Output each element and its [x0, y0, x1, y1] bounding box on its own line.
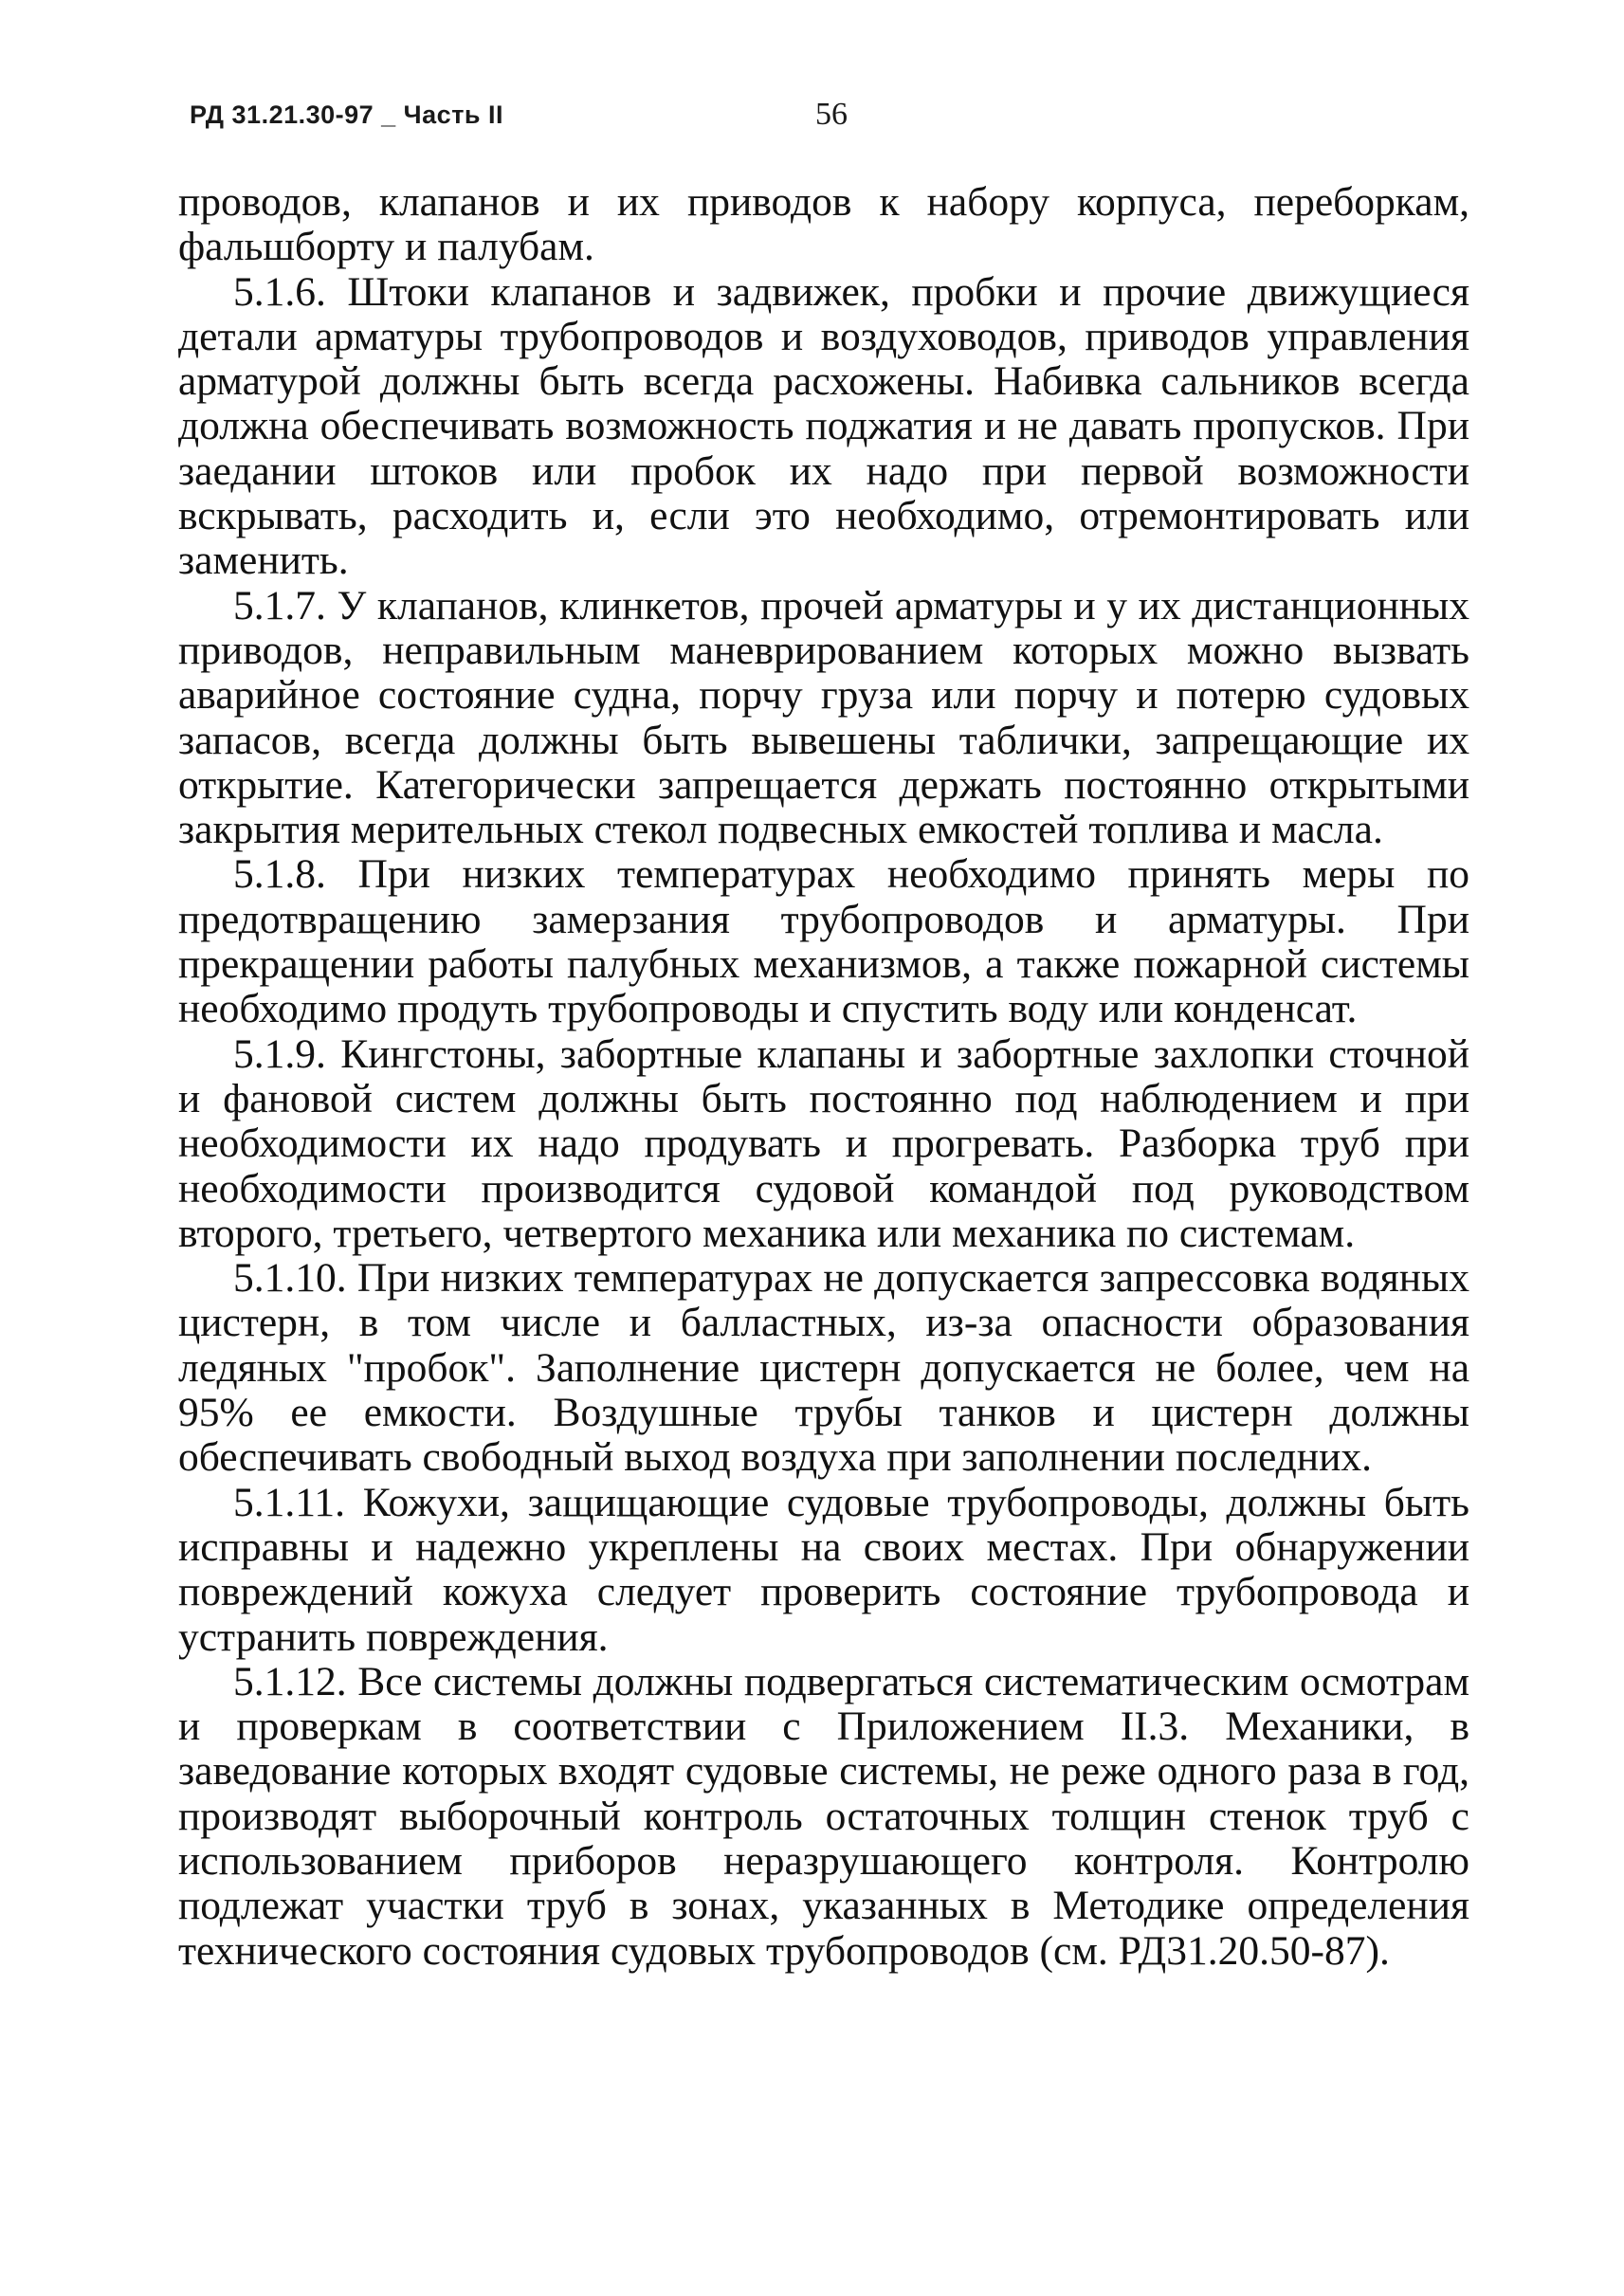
- paragraph-5-1-11: 5.1.11. Кожухи, защищающие судовые трубопроводы, должны быть исправны и надежно укреплены на своих местах. При обнаружении повреждений кожуха следует проверить состояние трубопровода и устранить повреждения.: [178, 1479, 1469, 1660]
- document-reference: РД 31.21.30-97 _ Часть II: [190, 100, 504, 129]
- paragraph-5-1-6: 5.1.6. Штоки клапанов и задвижек, пробки и прочие движущиеся детали арматуры трубопроводов и воздуховодов, приводов управления арматурой должны быть всегда расхожены. Набивка сальников всегда должна обеспечивать возможность поджатия и не давать пропусков. При заедании штоков или пробок их надо при первой возможности вскрывать, расходить и, если это необходимо, отремонтировать или заменить.: [178, 268, 1469, 584]
- paragraph-5-1-12: 5.1.12. Все системы должны подвергаться систематическим осмотрам и проверкам в соответствии с Приложением II.3. Механики, в заведование которых входят судовые системы, не реже одного раза в год, производят выборочный контроль остаточных толщин стенок труб с использованием приборов неразрушающего контроля. Контролю подлежат участки труб в зонах, указанных в Методике определения технического состояния судовых трубопроводов (см. РД31.20.50-87).: [178, 1658, 1469, 1974]
- page-header: [178, 95, 1469, 142]
- paragraph-5-1-9: 5.1.9. Кингстоны, забортные клапаны и забортные захлопки сточной и фановой систем должны быть постоянно под наблюдением и при необходимости их надо продувать и прогревать. Разборка труб при необходимости производится судовой командой под руководством второго, третьего, четвертого механика или механика по системам.: [178, 1030, 1469, 1256]
- page-number: 56: [815, 97, 848, 132]
- paragraph-5-1-7: 5.1.7. У клапанов, клинкетов, прочей арматуры и у их дистанционных приводов, неправильным маневрированием которых можно вызвать аварийное состояние судна, порчу груза или порчу и потерю судовых запасов, всегда должны быть вывешены таблички, запрещающие их открытие. Категорически запрещается держать постоянно открытыми закрытия мерительных стекол подвесных емкостей топлива и масла.: [178, 582, 1469, 853]
- paragraph-continuation: проводов, клапанов и их приводов к набору корпуса, переборкам, фальшборту и палубам.: [178, 179, 1469, 270]
- paragraph-5-1-8: 5.1.8. При низких температурах необходимо принять меры по предотвращению замерзания трубопроводов и арматуры. При прекращении работы палубных механизмов, а также пожарной системы необходимо продуть трубопроводы и спустить воду или конденсат.: [178, 851, 1469, 1032]
- document-page: [178, 95, 1469, 2228]
- body-text: [178, 180, 1469, 1974]
- paragraph-5-1-10: 5.1.10. При низких температурах не допускается запрессовка водяных цистерн, в том числе и балластных, из-за опасности образования ледяных "пробок". Заполнение цистерн допускается не более, чем на 95% ее емкости. Воздушные трубы танков и цистерн должны обеспечивать свободный выход воздуха при заполнении последних.: [178, 1255, 1469, 1481]
